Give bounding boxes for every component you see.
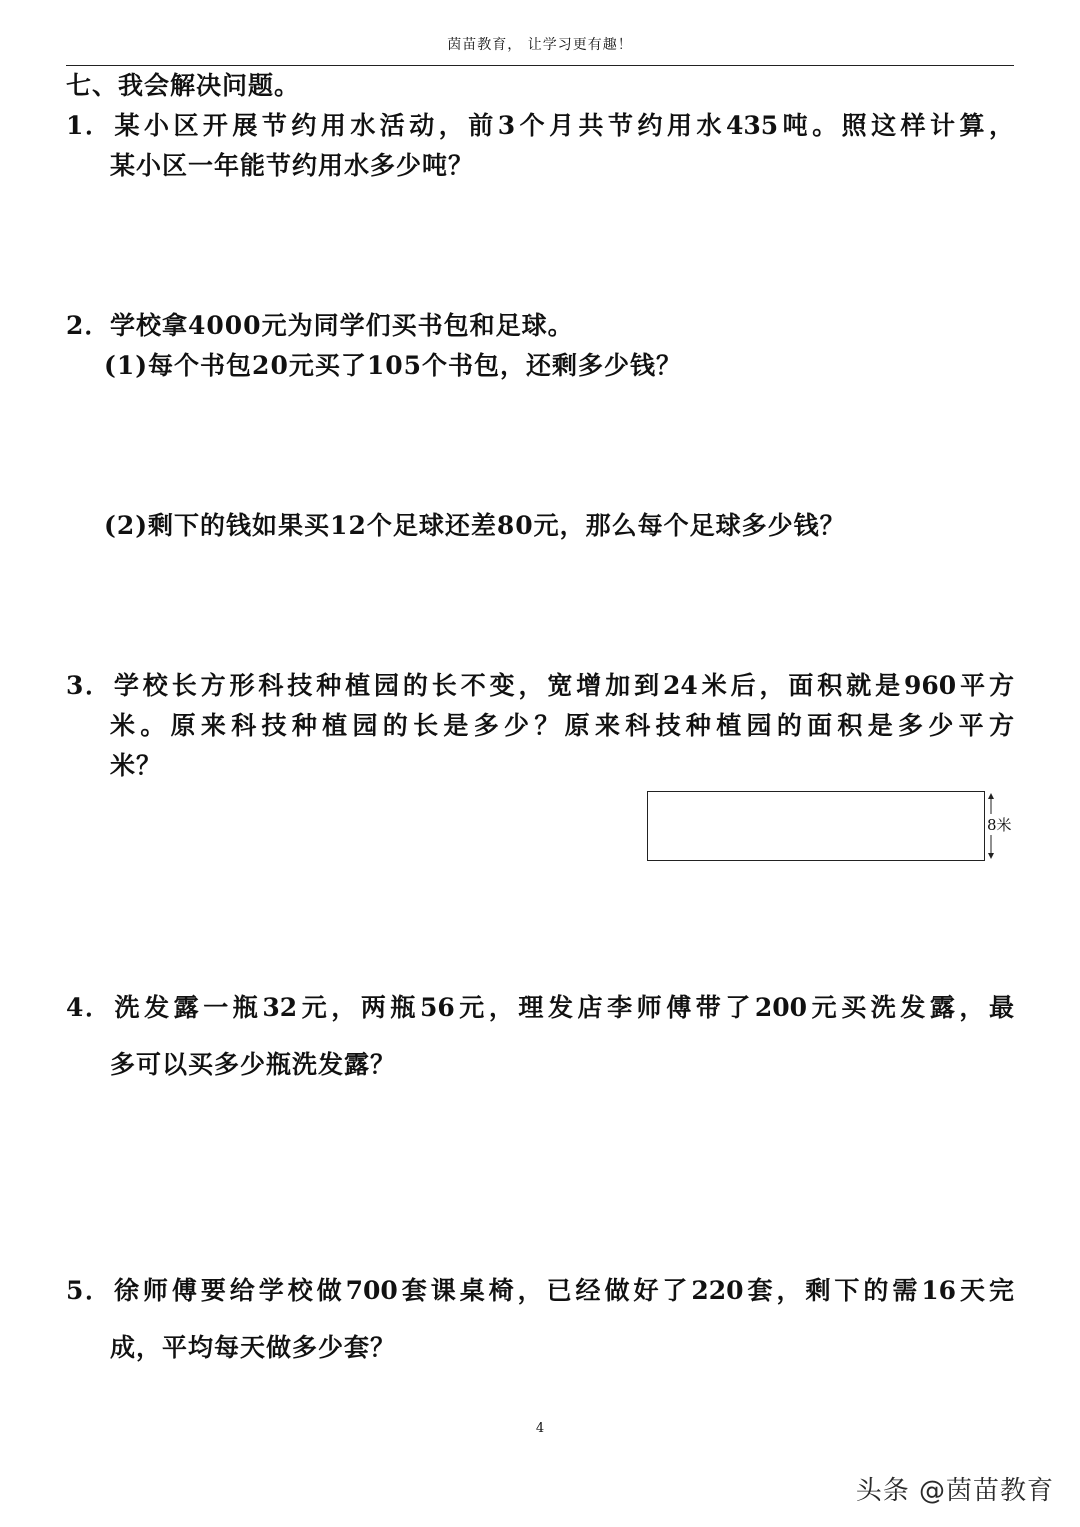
page-number: 4 bbox=[535, 1421, 545, 1436]
problem-5-text: 徐师傅要给学校做700套课桌椅，已经做好了220套，剩下的需16天完 bbox=[110, 1276, 1014, 1305]
section-title: 七、我会解决问题。 bbox=[66, 71, 301, 100]
problem-2-sub-1: (1)每个书包20元买了105个书包，还剩多少钱？ bbox=[104, 351, 683, 380]
problem-3-text: 学校长方形科技种植园的长不变，宽增加到24米后，面积就是960平方 bbox=[110, 671, 1014, 700]
dimension-label: 8米 bbox=[987, 816, 1012, 834]
problem-5-number: 5． bbox=[66, 1276, 110, 1305]
problem-1-text: 某小区开展节约用水活动，前3个月共节约用水435吨。照这样计算， bbox=[110, 111, 1014, 140]
problem-1-number: 1． bbox=[66, 111, 110, 140]
problem-3-number: 3． bbox=[66, 671, 110, 700]
problem-5-line-1 bbox=[66, 1275, 1014, 1307]
problem-2-sub-2: (2)剩下的钱如果买12个足球还差80元，那么每个足球多少钱？ bbox=[104, 511, 846, 540]
problem-3-line-2: 米。原来科技种植园的长是多少？原来科技种植园的面积是多少平方 bbox=[110, 711, 1014, 740]
problem-5-line-2: 成，平均每天做多少套？ bbox=[110, 1333, 397, 1362]
watermark: 头条 @茵苗教育 bbox=[855, 1476, 1054, 1506]
page-header: 茵苗教育， 让学习更有趣！ bbox=[447, 37, 633, 53]
problem-4-line-2: 多可以买多少瓶洗发露？ bbox=[110, 1050, 397, 1079]
problem-4-text: 洗发露一瓶32元，两瓶56元，理发店李师傅带了200元买洗发露，最 bbox=[110, 993, 1014, 1022]
problem-3-line-3: 米？ bbox=[110, 751, 163, 780]
problem-2-line-1 bbox=[66, 310, 574, 342]
rectangle-figure bbox=[647, 791, 985, 861]
problem-3-line-1 bbox=[66, 670, 1014, 702]
problem-1-line-2: 某小区一年能节约用水多少吨？ bbox=[110, 151, 475, 180]
problem-4-line-1 bbox=[66, 992, 1014, 1024]
problem-2-number: 2． bbox=[66, 311, 111, 340]
problem-2-text: 学校拿4000元为同学们买书包和足球。 bbox=[110, 311, 574, 340]
problem-4-number: 4． bbox=[66, 993, 110, 1022]
problem-1-line-1 bbox=[66, 110, 1014, 142]
header-divider bbox=[66, 65, 1014, 66]
